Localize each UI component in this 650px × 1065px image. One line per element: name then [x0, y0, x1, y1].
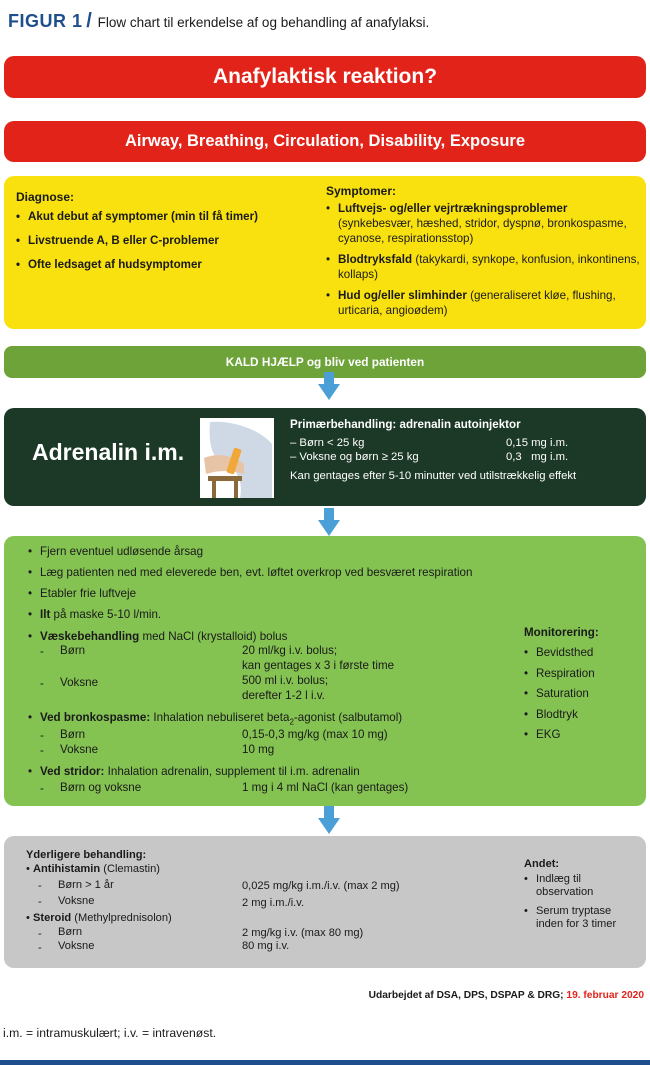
fluid-adults-label: Voksne	[60, 676, 99, 689]
steroid-row-label: Voksne	[58, 940, 95, 952]
figure-caption: Flow chart til erkendelse af og behandling af anafylaksi.	[97, 15, 430, 30]
dash-bullet: -	[38, 896, 42, 908]
treatment-box	[4, 536, 646, 806]
further-treatment-box	[4, 836, 646, 968]
dash-bullet: -	[40, 645, 44, 658]
ilt-label: Ilt	[40, 608, 51, 621]
credit-line	[369, 990, 644, 1001]
antihistamine-row-label: Børn > 1 år	[58, 879, 114, 891]
stridor-row-dose: 1 mg i 4 ml NaCl (kan gentages)	[242, 781, 409, 794]
monitoring-item: • Respiration	[524, 667, 599, 681]
adrenalin-title: Adrenalin i.m.	[32, 439, 185, 465]
primary-heading: Primærbehandling: adrenalin autoinjektor	[290, 418, 521, 431]
antihistamine-row-dose: 2 mg i.m./i.v.	[242, 897, 305, 909]
treatment-item	[28, 608, 161, 622]
diagnosis-column	[16, 190, 316, 272]
broncho-adults-dose: 10 mg	[242, 743, 275, 756]
steroid-label: Steroid	[32, 912, 72, 924]
symptom-detail: (takykardi, synkope, konfusion, inkontinens, kollaps)	[338, 253, 640, 281]
autoinjector-illustration	[200, 418, 274, 498]
treatment-item	[28, 711, 402, 729]
abbreviations-note: i.m. = intramuskulært; i.v. = intravenøst.	[3, 1026, 217, 1040]
steroid-line: • Steroid (Methylprednisolon)	[26, 912, 172, 924]
symptom-item	[326, 288, 644, 318]
broncho-label: Ved bronkospasme:	[40, 711, 151, 724]
monitoring-item: • Bevidsthed	[524, 646, 599, 660]
other-item: • Indlæg til observation	[524, 873, 634, 899]
symptom-item	[326, 252, 644, 282]
dash-bullet: -	[40, 677, 44, 690]
credit-authors: Udarbejdet af DSA, DPS, DSPAP & DRG;	[368, 990, 564, 1001]
title-slash: /	[86, 10, 92, 32]
further-heading: Yderligere behandling:	[26, 849, 147, 861]
treatment-item	[28, 630, 287, 644]
fluid-label: Væskebehandling	[40, 630, 140, 643]
dash-bullet: -	[40, 729, 44, 742]
anaphylaxis-question-box: Anafylaktisk reaktion?	[4, 56, 646, 98]
symptom-detail: (generaliseret kløe, flushing, urticaria, angioødem)	[338, 289, 616, 317]
broncho-children-label: Børn	[60, 728, 86, 741]
symptom-item	[326, 201, 644, 246]
down-arrow-icon	[318, 508, 340, 536]
treatment-item	[28, 765, 360, 779]
figure-title	[8, 10, 429, 33]
monitoring-list	[524, 626, 599, 749]
dose-row	[290, 436, 640, 450]
fluid-children-label: Børn	[60, 644, 86, 657]
steroid-row-dose: 80 mg i.v.	[242, 940, 290, 952]
monitoring-item: • Saturation	[524, 687, 599, 701]
dose-value: 0,3 mg i.m.	[506, 451, 569, 463]
stridor-row-label: Børn og voksne	[60, 781, 142, 794]
stridor-detail: Inhalation adrenalin, supplement til i.m. adrenalin	[107, 765, 360, 778]
dose-label: – Børn < 25 kg	[290, 437, 365, 449]
dash-bullet: -	[38, 928, 42, 940]
steroid-row-dose: 2 mg/kg i.v. (max 80 mg)	[242, 927, 364, 939]
fluid-adults-dose: 500 ml i.v. bolus;	[242, 674, 329, 687]
diagnosis-item: • Akut debut af symptomer (min til få timer)	[16, 209, 316, 224]
broncho-detail-b: -agonist (salbutamol)	[293, 711, 403, 724]
other-heading: Andet:	[524, 858, 560, 870]
antihistamine-line: • Antihistamin (Clemastin)	[26, 863, 160, 875]
antihistamine-label: Antihistamin	[32, 863, 101, 875]
treatment-item: • Læg patienten ned med eleverede ben, evt. løftet overkrop ved besværet respiration	[28, 566, 472, 580]
monitoring-heading: Monitorering:	[524, 626, 599, 639]
fluid-detail: med NaCl (krystalloid) bolus	[142, 630, 288, 643]
treatment-item: • Etabler frie luftveje	[28, 587, 136, 601]
diagnosis-symptoms-box	[4, 176, 646, 329]
other-item: • Serum tryptase inden for 3 timer	[524, 905, 634, 931]
bottom-rule	[0, 1060, 650, 1065]
symptom-name: Luftvejs- og/eller vejrtrækningsproblemer	[338, 202, 568, 215]
treatment-item: • Fjern eventuel udløsende årsag	[28, 545, 203, 559]
diagnosis-item: • Ofte ledsaget af hudsymptomer	[16, 257, 316, 272]
dose-row	[290, 450, 640, 464]
stridor-label: Ved stridor:	[40, 765, 105, 778]
fluid-adults-dose-2: derefter 1-2 l i.v.	[242, 689, 325, 702]
symptom-detail: (synkebesvær, hæshed, stridor, dyspnø, bronkospasme, cyanose, respirationsstop)	[338, 217, 627, 245]
other-list	[524, 858, 634, 936]
broncho-children-dose: 0,15-0,3 mg/kg (max 10 mg)	[242, 728, 388, 741]
symptom-name: Blodtryksfald	[338, 253, 413, 266]
diagnosis-heading: Diagnose:	[16, 190, 75, 204]
dose-value: 0,15 mg i.m.	[506, 437, 569, 449]
adrenalin-box	[4, 408, 646, 506]
repeat-note: Kan gentages efter 5-10 minutter ved utilstrækkelig effekt	[290, 470, 577, 482]
dose-label: – Voksne og børn ≥ 25 kg	[290, 451, 419, 463]
antihistamine-row-label: Voksne	[58, 895, 95, 907]
monitoring-item: • EKG	[524, 728, 599, 742]
symptom-name: Hud og/eller slimhinder	[338, 289, 467, 302]
broncho-subscript: 2	[289, 717, 294, 727]
dash-bullet: -	[38, 880, 42, 892]
diagnosis-item: • Livstruende A, B eller C-problemer	[16, 233, 316, 248]
dash-bullet: -	[40, 744, 44, 757]
credit-date: 19. februar 2020	[566, 990, 644, 1001]
fluid-children-dose-2: kan gentages x 3 i første time	[242, 659, 395, 672]
primary-treatment	[290, 418, 640, 483]
down-arrow-icon	[318, 372, 340, 400]
abcde-box: Airway, Breathing, Circulation, Disability, Exposure	[4, 121, 646, 162]
fluid-children-dose: 20 ml/kg i.v. bolus;	[242, 644, 338, 657]
down-arrow-icon	[318, 806, 340, 834]
broncho-adults-label: Voksne	[60, 743, 99, 756]
call-help-bar: KALD HJÆLP og bliv ved patienten	[4, 346, 646, 378]
autoinjector-icon	[200, 418, 274, 498]
dash-bullet: -	[38, 942, 42, 954]
steroid-detail: (Methylprednisolon)	[74, 912, 172, 924]
figure-label: FIGUR 1	[8, 11, 83, 31]
ilt-detail: på maske 5-10 l/min.	[53, 608, 162, 621]
symptoms-heading: Symptomer:	[326, 184, 397, 198]
antihistamine-detail: (Clemastin)	[103, 863, 160, 875]
steroid-row-label: Børn	[58, 926, 83, 938]
monitoring-item: • Blodtryk	[524, 708, 599, 722]
symptoms-column	[326, 184, 644, 318]
dash-bullet: -	[40, 782, 44, 795]
broncho-detail-a: Inhalation nebuliseret beta	[153, 711, 290, 724]
antihistamine-row-dose: 0,025 mg/kg i.m./i.v. (max 2 mg)	[242, 880, 400, 892]
